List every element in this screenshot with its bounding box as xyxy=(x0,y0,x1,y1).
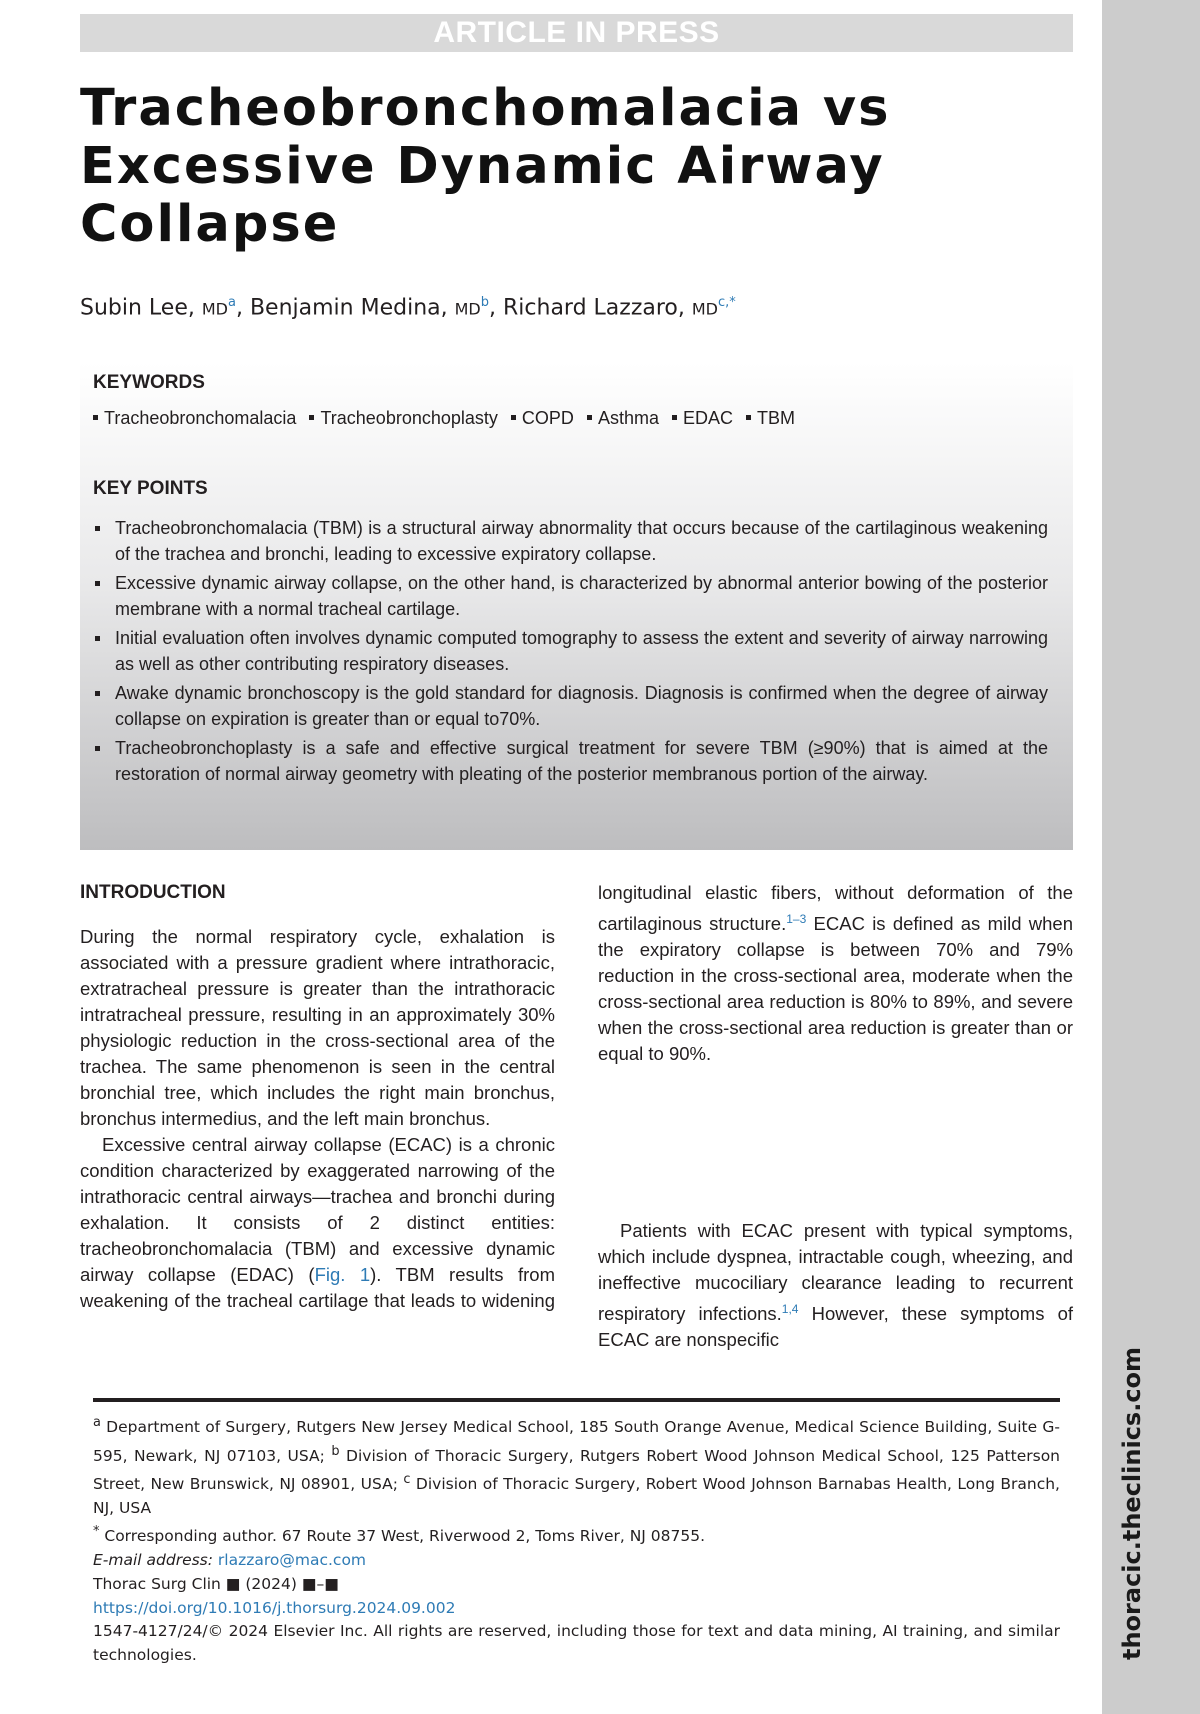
article-title xyxy=(80,80,1040,254)
title-line: Excessive Dynamic Airway xyxy=(80,137,885,196)
bullet-icon xyxy=(511,415,516,420)
author-list: Subin Lee, $MD^a$, Benjamin Medina, $MD^b$, Richard Lazzaro, $MD^{c,*}$ xyxy=(80,295,736,321)
bullet-icon xyxy=(587,415,592,420)
author-degree: MD xyxy=(691,299,718,319)
key-point-item: Tracheobronchoplasty is a safe and effective surgical treatment for severe TBM (≥90%) that is aimed at the restoration of normal airway geometry with pleating of the posterior membranous portion of the airway. xyxy=(93,735,1048,787)
keywords-heading: KEYWORDS xyxy=(93,372,205,393)
copyright-notice: 1547-4127/24/© 2024 Elsevier Inc. All rights are reserved, including those for text and data mining, AI training, and similar technologies. xyxy=(93,1622,1060,1664)
key-points-list xyxy=(93,515,1048,790)
side-strip xyxy=(1102,0,1200,1714)
keyword-list xyxy=(93,408,803,429)
intro-paragraph: During the normal respiratory cycle, exhalation is associated with a pressure gradient where intrathoracic, extratracheal pressure is greater than the intrathoracic intratracheal pressure, resulting in an approximately 30% physiologic reduction in the cross-sectional area of the trachea. The same phenomenon is seen in the central bronchial tree, which includes the right main bronchus, bronchus intermedius, and the left main bronchus. xyxy=(80,926,555,1129)
author-affiliation-mark[interactable]: a xyxy=(227,295,236,310)
key-point-item: Tracheobronchomalacia (TBM) is a structural airway abnormality that occurs because of the cartilaginous weakening of the trachea and bronchi, leading to excessive expiratory collapse. xyxy=(93,515,1048,567)
keyword-item: TBM xyxy=(746,408,795,428)
keyword-item: COPD xyxy=(511,408,574,428)
intro-paragraph: Patients with ECAC present with typical symptoms, which include dyspnea, intractable cough, wheezing, and ineffective mucociliary clearance leading to recurrent respiratory infections.$^{1,4}$ However, these symptoms of ECAC are nonspecific xyxy=(598,1220,1073,1351)
author-affiliation-mark[interactable]: c,* xyxy=(718,295,736,310)
keyword-item: Tracheobronchoplasty xyxy=(309,408,497,428)
author-name: Richard Lazzaro, xyxy=(503,295,685,321)
journal-url: thoracic.theclinics.com xyxy=(1118,1346,1146,1660)
key-points-heading: KEY POINTS xyxy=(93,478,208,499)
right-column xyxy=(598,880,1073,1353)
intro-paragraph: Excessive central airway collapse (ECAC) is a chronic condition characterized by exaggerated narrowing of the intrathoracic central airways—trachea and bronchi during exhalation. It consists of 2 distinct entities: tracheobronchomalacia (TBM) and excessive dynamic airway collapse (EDAC) (Fig. 1). TBM results from weakening of the tracheal cartilage that leads to widening xyxy=(80,1134,555,1311)
affiliations: $^a$ Department of Surgery, Rutgers New Jersey Medical School, 185 South Orange Avenue, Medical Science Building, Suite G-595, Newark, NJ 07103, USA; $^b$ Division of Thoracic Surgery, Rutgers Robert Wood Johnson Medical School, 125 Patterson Street, New Brunswick, NJ 08901, USA; $^c$ Division of Thoracic Surgery, Robert Wood Johnson Barnabas Health, Long Branch, NJ, USA * Corresponding author. 67 Route 37 West, Riverwood 2, Toms River, NJ 08755. E-mail address: rlazzaro@mac.com xyxy=(93,1415,1061,1570)
bullet-icon xyxy=(95,636,100,641)
bullet-icon xyxy=(746,415,751,420)
bullet-icon xyxy=(95,526,100,531)
article-in-press-banner: ARTICLE IN PRESS xyxy=(80,14,1073,52)
journal-info xyxy=(93,1573,1060,1667)
author-name: Subin Lee, xyxy=(80,295,195,321)
section-heading: INTRODUCTION xyxy=(80,882,226,903)
key-point-item: Initial evaluation often involves dynamic computed tomography to assess the extent and severity of airway narrowing as well as other contributing respiratory diseases. xyxy=(93,625,1048,677)
author-degree: MD xyxy=(201,299,228,319)
keyword-item: Asthma xyxy=(587,408,659,428)
footnote-divider xyxy=(93,1398,1060,1402)
doi-link[interactable]: https://doi.org/10.1016/j.thorsurg.2024.09.002 xyxy=(93,1598,456,1617)
bullet-icon xyxy=(95,746,100,751)
title-line: Collapse xyxy=(80,195,340,254)
citation-link[interactable]: 1,4 xyxy=(781,1302,799,1316)
author-degree: MD xyxy=(454,299,481,319)
author-affiliation-mark[interactable]: b xyxy=(480,295,489,310)
keyword-item: EDAC xyxy=(672,408,733,428)
citation-link[interactable]: 1–3 xyxy=(786,912,807,926)
bullet-icon xyxy=(95,691,100,696)
journal-citation: Thorac Surg Clin ■ (2024) ■–■ xyxy=(93,1575,339,1593)
keyword-item: Tracheobronchomalacia xyxy=(93,408,296,428)
bullet-icon xyxy=(309,415,314,420)
bullet-icon xyxy=(672,415,677,420)
keywords-keypoints-box xyxy=(80,362,1073,850)
figure-link[interactable]: Fig. 1 xyxy=(314,1264,371,1285)
intro-paragraph-continued: longitudinal elastic fibers, without deformation of the cartilaginous structure.$^{1-3}$ ECAC is defined as mild when the expiratory collapse is between 70% and 79% reduction in the cross-sectional area, moderate when the cross-sectional area reduction is 80% to 89%, and severe when the cross-sectional area reduction is greater than or equal to 90%. xyxy=(598,882,1073,1065)
title-line: Tracheobronchomalacia vs xyxy=(80,79,891,138)
email-link[interactable]: rlazzaro@mac.com xyxy=(217,1551,367,1570)
email-label: E-mail address: xyxy=(93,1551,213,1570)
author-name: Benjamin Medina, xyxy=(249,295,448,321)
left-column xyxy=(80,880,555,1314)
bullet-icon xyxy=(95,581,100,586)
key-point-item: Excessive dynamic airway collapse, on the other hand, is characterized by abnormal anterior bowing of the posterior membrane with a normal tracheal cartilage. xyxy=(93,570,1048,622)
bullet-icon xyxy=(93,415,98,420)
key-point-item: Awake dynamic bronchoscopy is the gold standard for diagnosis. Diagnosis is confirmed when the degree of airway collapse on expiration is greater than or equal to70%. xyxy=(93,680,1048,732)
